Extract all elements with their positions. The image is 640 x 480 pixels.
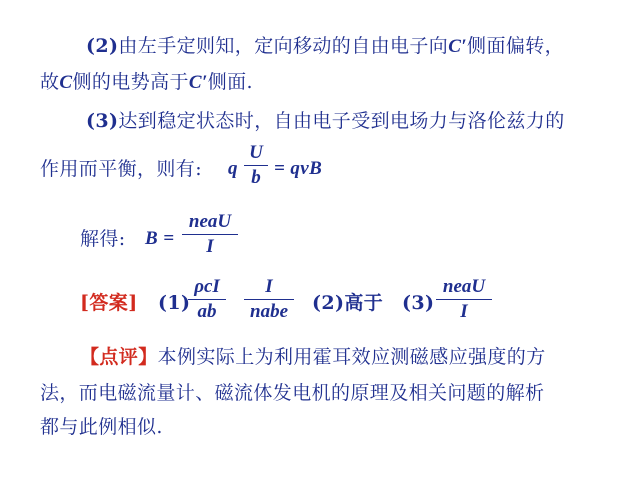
comment-line2 bbox=[40, 380, 544, 406]
p3-frac-bar bbox=[244, 165, 268, 166]
solve-frac-den: I bbox=[206, 236, 214, 257]
solve-frac-num: neaU bbox=[188, 211, 232, 232]
p2-line2-mid: 侧的电势高于 bbox=[72, 71, 189, 93]
solve-fraction bbox=[182, 211, 238, 258]
p3-fraction bbox=[244, 142, 268, 189]
p3-line1-text: 达到稳定状态时，自由电子受到电场力与洛伦兹力的 bbox=[118, 110, 565, 132]
p3-q: q bbox=[228, 158, 238, 179]
p2-line1-end: 侧面偏转， bbox=[467, 35, 565, 57]
answer-3-fraction bbox=[436, 276, 492, 323]
answer-1-frac2-num: I bbox=[265, 276, 273, 297]
answer-1-label: (1) bbox=[158, 292, 191, 314]
answer-3-frac-num: neaU bbox=[442, 276, 486, 297]
solve-lhs: B = bbox=[145, 228, 175, 249]
comment-tag: 【点评】 bbox=[80, 346, 158, 368]
p2-c-prime: C′ bbox=[448, 36, 468, 57]
p3-line1 bbox=[86, 108, 565, 134]
p3-frac-num: U bbox=[249, 142, 263, 163]
p3-label: (3) bbox=[86, 110, 119, 132]
p2-c-prime2: C′ bbox=[188, 72, 208, 93]
answer-1-frac1-num: ρcI bbox=[194, 276, 220, 297]
p2-c: C bbox=[59, 72, 73, 93]
p2-line1 bbox=[86, 33, 564, 60]
p3-frac-den: b bbox=[251, 167, 261, 188]
solve-frac-bar bbox=[182, 234, 238, 235]
comment-line1 bbox=[80, 344, 546, 370]
p3-eq-rest: = qvB bbox=[274, 158, 323, 179]
answer-1-frac2-den: nabe bbox=[250, 301, 288, 322]
comment-line3-text: 都与此例相似. bbox=[40, 416, 163, 438]
answer-1-frac2-bar bbox=[244, 299, 294, 300]
p2-label: (2) bbox=[86, 35, 119, 57]
p3-line2 bbox=[40, 156, 202, 182]
p3-line2-text: 作用而平衡，则有: bbox=[40, 158, 203, 180]
p2-line2-end: 侧面. bbox=[207, 71, 253, 93]
solve-label: 解得: bbox=[80, 228, 126, 250]
answer-1-frac1-bar bbox=[188, 299, 226, 300]
answer-1-fraction-2 bbox=[244, 276, 294, 323]
answer-2: (2)高于 bbox=[312, 292, 384, 314]
answer-3-label: (3) bbox=[402, 292, 435, 314]
comment-line2-text: 法，而电磁流量计、磁流体发电机的原理及相关问题的解析 bbox=[40, 382, 545, 404]
comment-line3 bbox=[40, 414, 163, 440]
answer-3-frac-bar bbox=[436, 299, 492, 300]
comment-line1-text: 本例实际上为利用霍耳效应测磁感应强度的方 bbox=[157, 346, 546, 368]
answer-1-fraction-1 bbox=[188, 276, 226, 323]
p2-line2 bbox=[40, 69, 253, 96]
p2-line2-start: 故 bbox=[40, 71, 60, 93]
answer-1-frac1-den: ab bbox=[197, 301, 217, 322]
answer-tag: [答案] bbox=[80, 292, 138, 314]
answer-3-frac-den: I bbox=[460, 301, 468, 322]
p2-line1-text: 由左手定则知，定向移动的自由电子向 bbox=[118, 35, 449, 57]
